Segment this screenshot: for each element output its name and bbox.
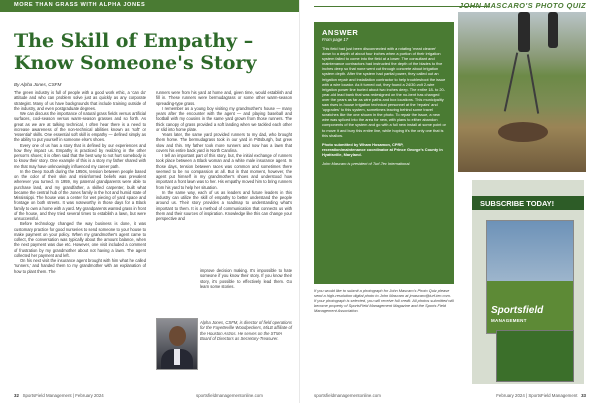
- editor-note: John Mascaro is president of Turf-Tec International.: [322, 160, 411, 166]
- quiz-tag: JOHN MASCARO'S PHOTO QUIZ: [458, 1, 586, 10]
- answer-from-page: From page 17: [322, 37, 349, 42]
- footer-right: [496, 393, 586, 398]
- article-column-1: [14, 90, 146, 390]
- paragraph: In the Deep South during the 1950s, tension between people based on the color of their skin and misinformed beliefs was prevalent wherever you turned. In 1959, my paternal grandparents were able to purchase land, and my grandfather, a skilled carpenter, built what became the central hub of the Jones family in the hot and humid state of Mississippi. The house was a center for wet piecing of yard space and frontage on both streets. It was noteworthy in those days for a Black family to own a home with a yard. My grandparents wanted grass in front of the house, and they tried several times to establish a lawn, but were unsuccessful.: [14, 168, 146, 221]
- subscribe-label[interactable]: SUBSCRIBE TODAY!: [480, 199, 555, 208]
- subscribe-ad[interactable]: [472, 180, 584, 384]
- footer-left: [14, 393, 104, 398]
- paragraph: Every one of us has a story that is defined by our experiences and how they impact us. Empathy is practiced by realizing in the other person's shoes; it is often said that the best way to not hurt somebody is to know their story. One example of this is a story my father shared with me that may have unknowingly influenced my career path.: [14, 142, 146, 169]
- answer-body: [322, 46, 446, 170]
- magazine-cover-back: [496, 330, 574, 382]
- footer-publication: SportsField Management | February 2024: [22, 393, 104, 398]
- paragraph: Years later, the same yard provided runners to my dad, who brought them home. The bermudagrass took in our yard in Pittsburgh, but grew slow and thin. My father took more runners and now has a lawn that covers his entire back yard in North Carolina.: [156, 132, 292, 153]
- article-title: [14, 30, 294, 74]
- submission-note: If you would like to submit a photograph for John Mascaro's Photo Quiz please send a high-resolution digital photo to John Mascaro at jmascaro@turf-tec.com. If your photograph is selected, you will receive full credit. All photos submitted will become property of SportsField Management Magazine and the Sports Field Management Association.: [314, 288, 454, 313]
- title-line-1: The Skill of Empathy –: [14, 30, 254, 52]
- page-number-right: 33: [581, 393, 586, 398]
- paragraph: I remember as a young boy visiting my grandmother's house — many years after the encounter with the agent — and playing baseball and football with my cousins in the same yard grown from those runners. The thick canopy of grass provided a soft landing when we tackled each other or slid into home plate.: [156, 105, 292, 132]
- paragraph: We can discuss the importance of natural grass fields versus artificial surfaces, cool-season versus warm-season grasses and so forth. As great as we are at talking technical, I often hear there is a need to increase awareness of the non-technical abilities known as 'soft' or 'essential' skills. One essential soft skill is empathy — defined simply as the ability to put yourself in someone else's shoes.: [14, 111, 146, 143]
- paragraph: On his next visit the insurance agent brought with him what he called 'runners,' and handed them to my grandmother with an explanation of how to plant them. The: [14, 258, 146, 274]
- title-line-2: Know Someone's Story: [14, 52, 257, 74]
- article-column-2-end: [200, 268, 292, 318]
- byline: By Alpha Jones, CSFM: [14, 82, 62, 87]
- answer-box: [314, 22, 454, 284]
- right-page: [300, 0, 600, 403]
- quiz-header: [300, 0, 600, 12]
- subscribe-banner[interactable]: [472, 196, 584, 210]
- author-caption: Alpha Jones, CSFM, is director of field operations for the Fayetteville Woodpeckers, MiLB affiliate of the Houston Astros. He serves on the STMA Board of Directors as Secretary-Treasurer.: [200, 320, 292, 341]
- magazine-cover: [486, 220, 574, 334]
- author-photo: [156, 318, 198, 370]
- paragraph: runners were from his yard at home and, given time, would establish and fill in. These runners were bermudagrass or some other warm-season spreading-type grass.: [156, 90, 292, 106]
- footer-url[interactable]: sportsfieldmanagementonline.com: [196, 393, 263, 398]
- section-header-bar: [0, 0, 300, 12]
- paragraph: In the same way, each of us as leaders and future leaders in this industry can utilize the skill of empathy to better understand the people around us. Their story provides a roadmap to understanding what's important to them. It is a method of communication that connects us with them and their sources of inspiration. Knowledge like this can change your perspective and: [156, 189, 292, 221]
- section-tag: MORE THAN GRASS WITH ALPHA JONES: [14, 2, 146, 8]
- magazine-subtitle: MANAGEMENT: [491, 318, 527, 323]
- paragraph: The green industry is full of people with a good work ethic, a 'can do' attitude and who can problem solve just as quickly as any corporate strategist. Many of us have backgrounds that include training outside of the industry, and even postgraduate degrees.: [14, 90, 146, 111]
- photo-credit: Photo submitted by Wham Hosamon, CPRP, recreation/maintenance coordinator at Prince George's County in Hyattsville, Maryland.: [322, 141, 443, 157]
- footer-publication-right: February 2024 | SportsField Management: [496, 393, 578, 398]
- paragraph: I tell an important part of this story, but, the initial exchange of runners took place between a Black woman and a white male insurance agent. In those days, tension between races was common and sometimes there seemed to be no compassion at all. But in that moment, however, the agent put himself in my grandmother's shoes and understood how important a front lawn was to her. His empathy moved him to bring runners from his yard to help her situation.: [156, 153, 292, 190]
- page-number: 32: [14, 393, 19, 398]
- paragraph: Before technology changed the way business is done, it was customary practice for good nurseries to send someone to your house to make payment on your policy. When my grandmother's agent came to collect, the conversation was typically about the amount balance, when the next payment was due etc. However, one visit included a comment of frustration by my grandmother about not having a lawn. The agent collected her payment and left.: [14, 221, 146, 258]
- magazine-masthead: Sportsfield: [491, 305, 544, 316]
- answer-text: This field had just been disconnected with a rotating 'meat cleaver' down to a depth of about four inches when a portion of their irrigation system failed to come into the field at a lower. The consultant and maintenance contractors had instructed the depth of the blades to five inches deep so that none went cut through concrete about irrigation system depth. After the system had partial power, they called out an irrigation repair and installation contractor to help troubleshoot the issue with a wire locator. As it turned out, they found a 24/30-volt 2-wire irrigation power line buried about two inches deep. The entire 18- to 20-year-old lead bank that was redesigned on the no-bent has changed over the years as far as wire paths and box locations. This municipality saw rises in-house irrigation technical personnel at the 'repairs' and 'upgrades' to this system, sometimes leaving behind some travel scratches like the one shown in the photo. To repair the issue, a new wire was spliced into the area for new, with plans to either abandon components of the system and go with a full new install at some point or to move it and bury this entire line, while hoping it's the only one that is this shallow.: [322, 46, 446, 138]
- answer-heading: ANSWER: [322, 28, 359, 37]
- paragraph: improve decision making. It's impossible to hate someone if you know their story. If you know their story, it's possible to effectively lead them. Go learn some stories.: [200, 268, 292, 289]
- footer-url-right[interactable]: sportsfieldmanagementonline.com: [314, 393, 381, 398]
- quiz-photo: [458, 12, 586, 172]
